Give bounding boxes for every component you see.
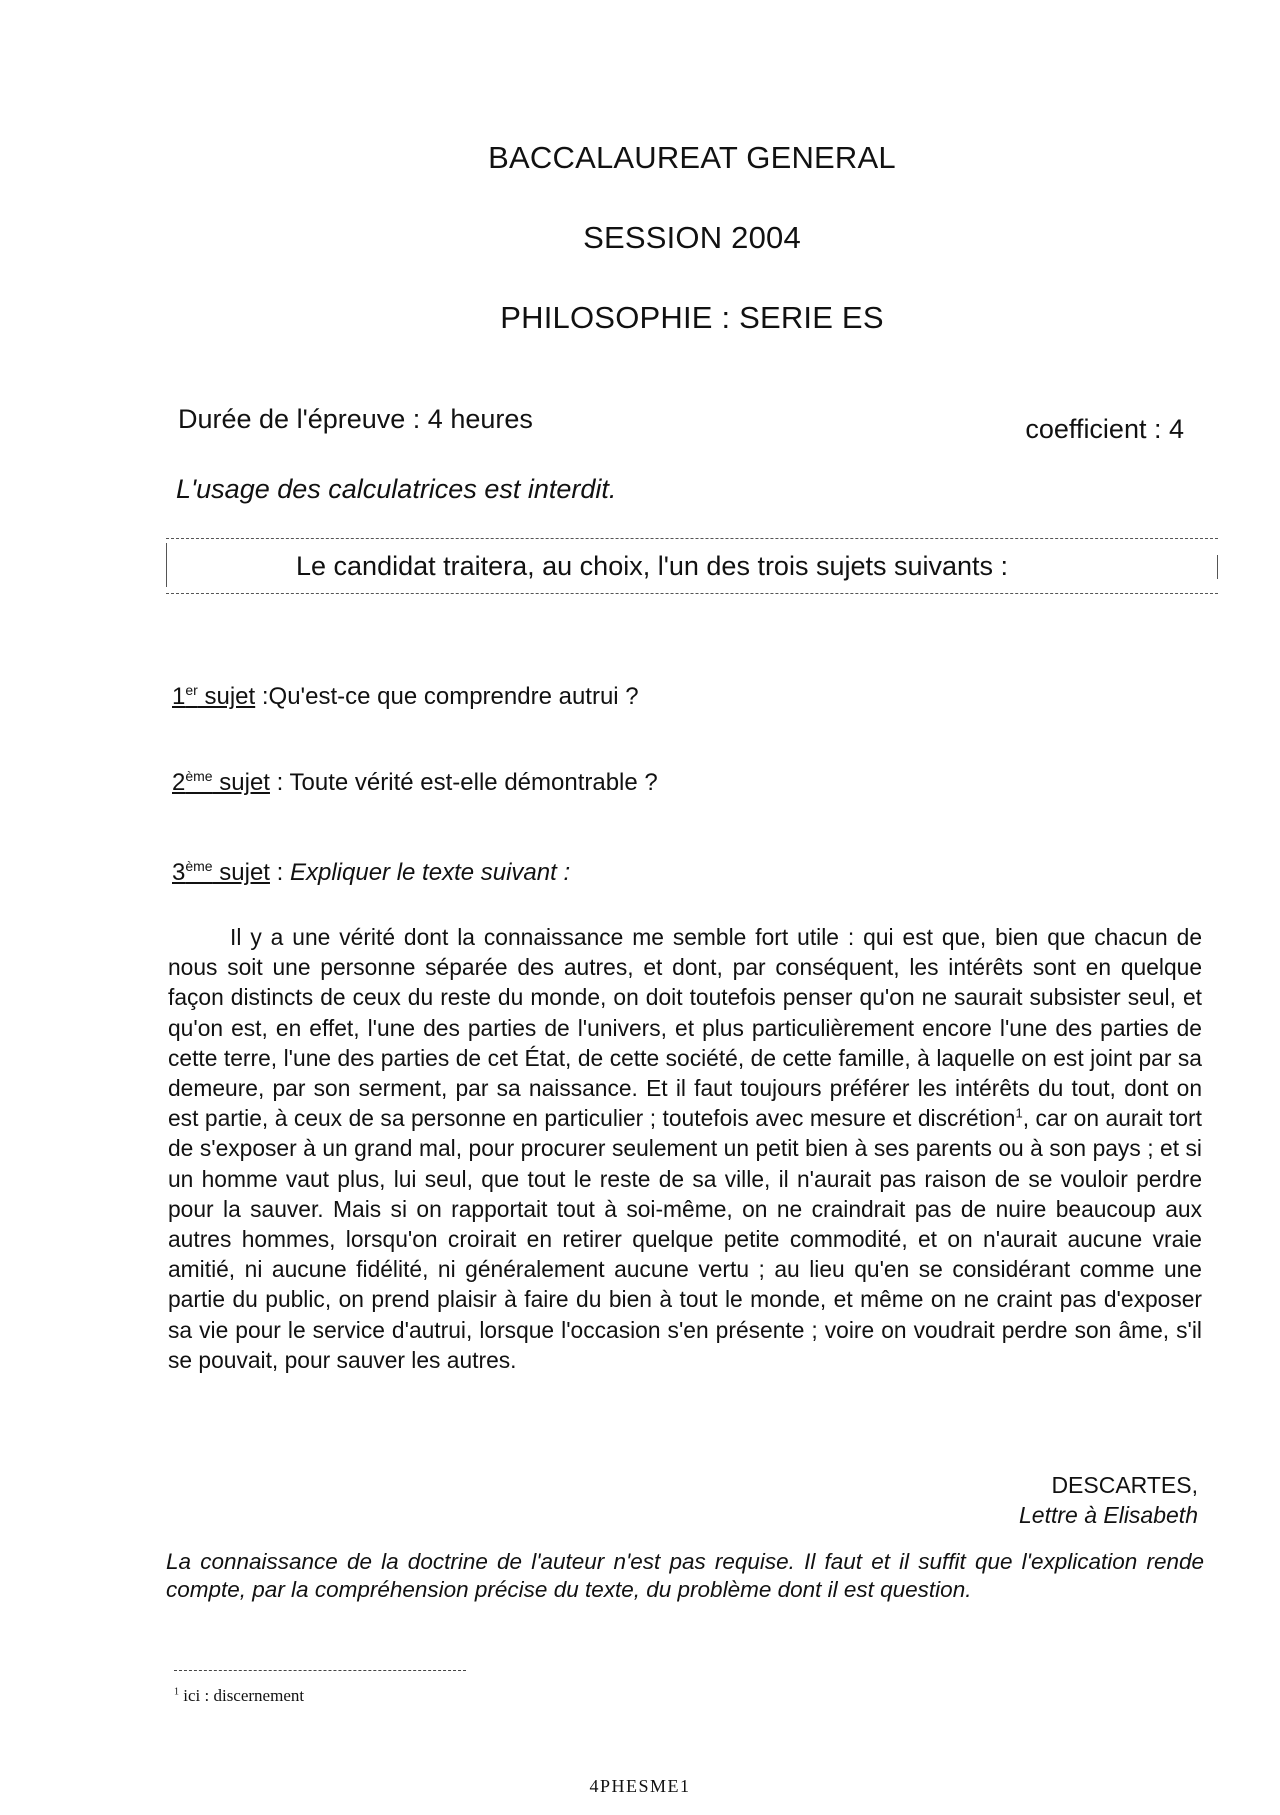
sujet-3 bbox=[172, 858, 570, 887]
exam-duration: Durée de l'épreuve : 4 heures bbox=[178, 404, 533, 434]
explanation-note: La connaissance de la doctrine de l'auteur n'est pas requise. Il faut et il suffit que l'explication rende compte, par la compréhension précise du texte, du problème dont il est question. bbox=[166, 1549, 1204, 1602]
sujet-2-label bbox=[172, 769, 270, 796]
sujet-1-ordinal: er bbox=[185, 682, 198, 698]
sujet-2-ordinal: ème bbox=[185, 768, 213, 784]
box-right-edge bbox=[1217, 555, 1218, 579]
instruction-text: Le candidat traitera, au choix, l'un des trois sujets suivants : bbox=[296, 551, 1009, 581]
sujet-3-question: Expliquer le texte suivant : bbox=[289, 859, 571, 886]
sujet-1-separator: : bbox=[255, 683, 269, 710]
footnote-mark: 1 bbox=[174, 1686, 179, 1698]
sujet-1-number: 1 bbox=[172, 683, 186, 710]
exam-title: BACCALAUREAT GENERAL bbox=[488, 140, 896, 175]
sujet-1-label bbox=[172, 683, 255, 710]
descartes-passage bbox=[168, 922, 1202, 1375]
document-code: 4PHESME1 bbox=[589, 1776, 691, 1796]
box-left-edge bbox=[166, 543, 167, 587]
instruction-box bbox=[166, 538, 1218, 594]
sujet-3-label bbox=[172, 859, 270, 886]
sujet-3-separator: : bbox=[269, 859, 290, 886]
sujet-3-ordinal: ème bbox=[185, 858, 213, 874]
exam-coefficient: coefficient : 4 bbox=[1025, 414, 1184, 444]
footnote-reference: 1 bbox=[1015, 1105, 1023, 1121]
calculator-notice: L'usage des calculatrices est interdit. bbox=[176, 474, 617, 504]
sujet-3-word: sujet bbox=[212, 859, 270, 886]
subject-title: PHILOSOPHIE : SERIE ES bbox=[500, 300, 884, 335]
sujet-1 bbox=[172, 682, 639, 711]
sujet-2-question: Toute vérité est-elle démontrable ? bbox=[289, 769, 658, 796]
sujet-2 bbox=[172, 768, 658, 797]
footnote bbox=[174, 1686, 304, 1706]
sujet-3-number: 3 bbox=[172, 859, 186, 886]
footnote-text: ici : discernement bbox=[179, 1686, 305, 1705]
footnote-divider bbox=[174, 1670, 466, 1671]
passage-part-1: Il y a une vérité dont la connaissance me semble fort utile : qui est que, bien que chacun de nous soit une personne séparée des autres, et dont, par conséquent, les intérêts sont en quelque façon distincts de ceux du reste du monde, on doit toutefois penser qu'on ne saurait subsister seul, et qu'on est, en effet, l'une des parties de l'univers, et plus particulièrement encore l'une des parties de cette terre, l'une des parties de cet État, de cette société, de cette famille, à laquelle on est joint par sa demeure, par son serment, par sa naissance. Et il faut toujours préférer les intérêts du tout, dont on est partie, à ceux de sa personne en particulier ; toutefois avec mesure et discrétion bbox=[168, 924, 1202, 1132]
sujet-2-separator: : bbox=[269, 769, 290, 796]
passage-part-2: , car on aurait tort de s'exposer à un grand mal, pour procurer seulement un petit bien à ses parents ou à son pays ; et si un homme vaut plus, lui seul, que tout le reste de sa ville, il n'aurait pas raison de se vouloir perdre pour la sauver. Mais si on rapportait tout à soi-même, on ne craindrait pas de nuire beaucoup aux autres hommes, lorsqu'on croirait en retirer quelque petite commodité, et on n'aurait aucune vraie amitié, ni aucune fidélité, ni généralement aucune vertu ; au lieu qu'en se considérant comme une partie du public, on prend plaisir à faire du bien à tout le monde, et même on ne craint pas d'exposer sa vie pour le service d'autrui, lorsque l'occasion s'en présente ; voire on voudrait perdre son âme, s'il se pouvait, pour sauver les autres. bbox=[168, 1105, 1202, 1373]
sujet-1-question: Qu'est-ce que comprendre autrui ? bbox=[268, 683, 639, 710]
author-name: DESCARTES, bbox=[1051, 1472, 1198, 1498]
author-work: Lettre à Elisabeth bbox=[1018, 1502, 1198, 1528]
sujet-2-number: 2 bbox=[172, 769, 186, 796]
sujet-1-word: sujet bbox=[197, 683, 256, 710]
sujet-2-word: sujet bbox=[212, 769, 270, 796]
session-title: SESSION 2004 bbox=[583, 220, 801, 255]
